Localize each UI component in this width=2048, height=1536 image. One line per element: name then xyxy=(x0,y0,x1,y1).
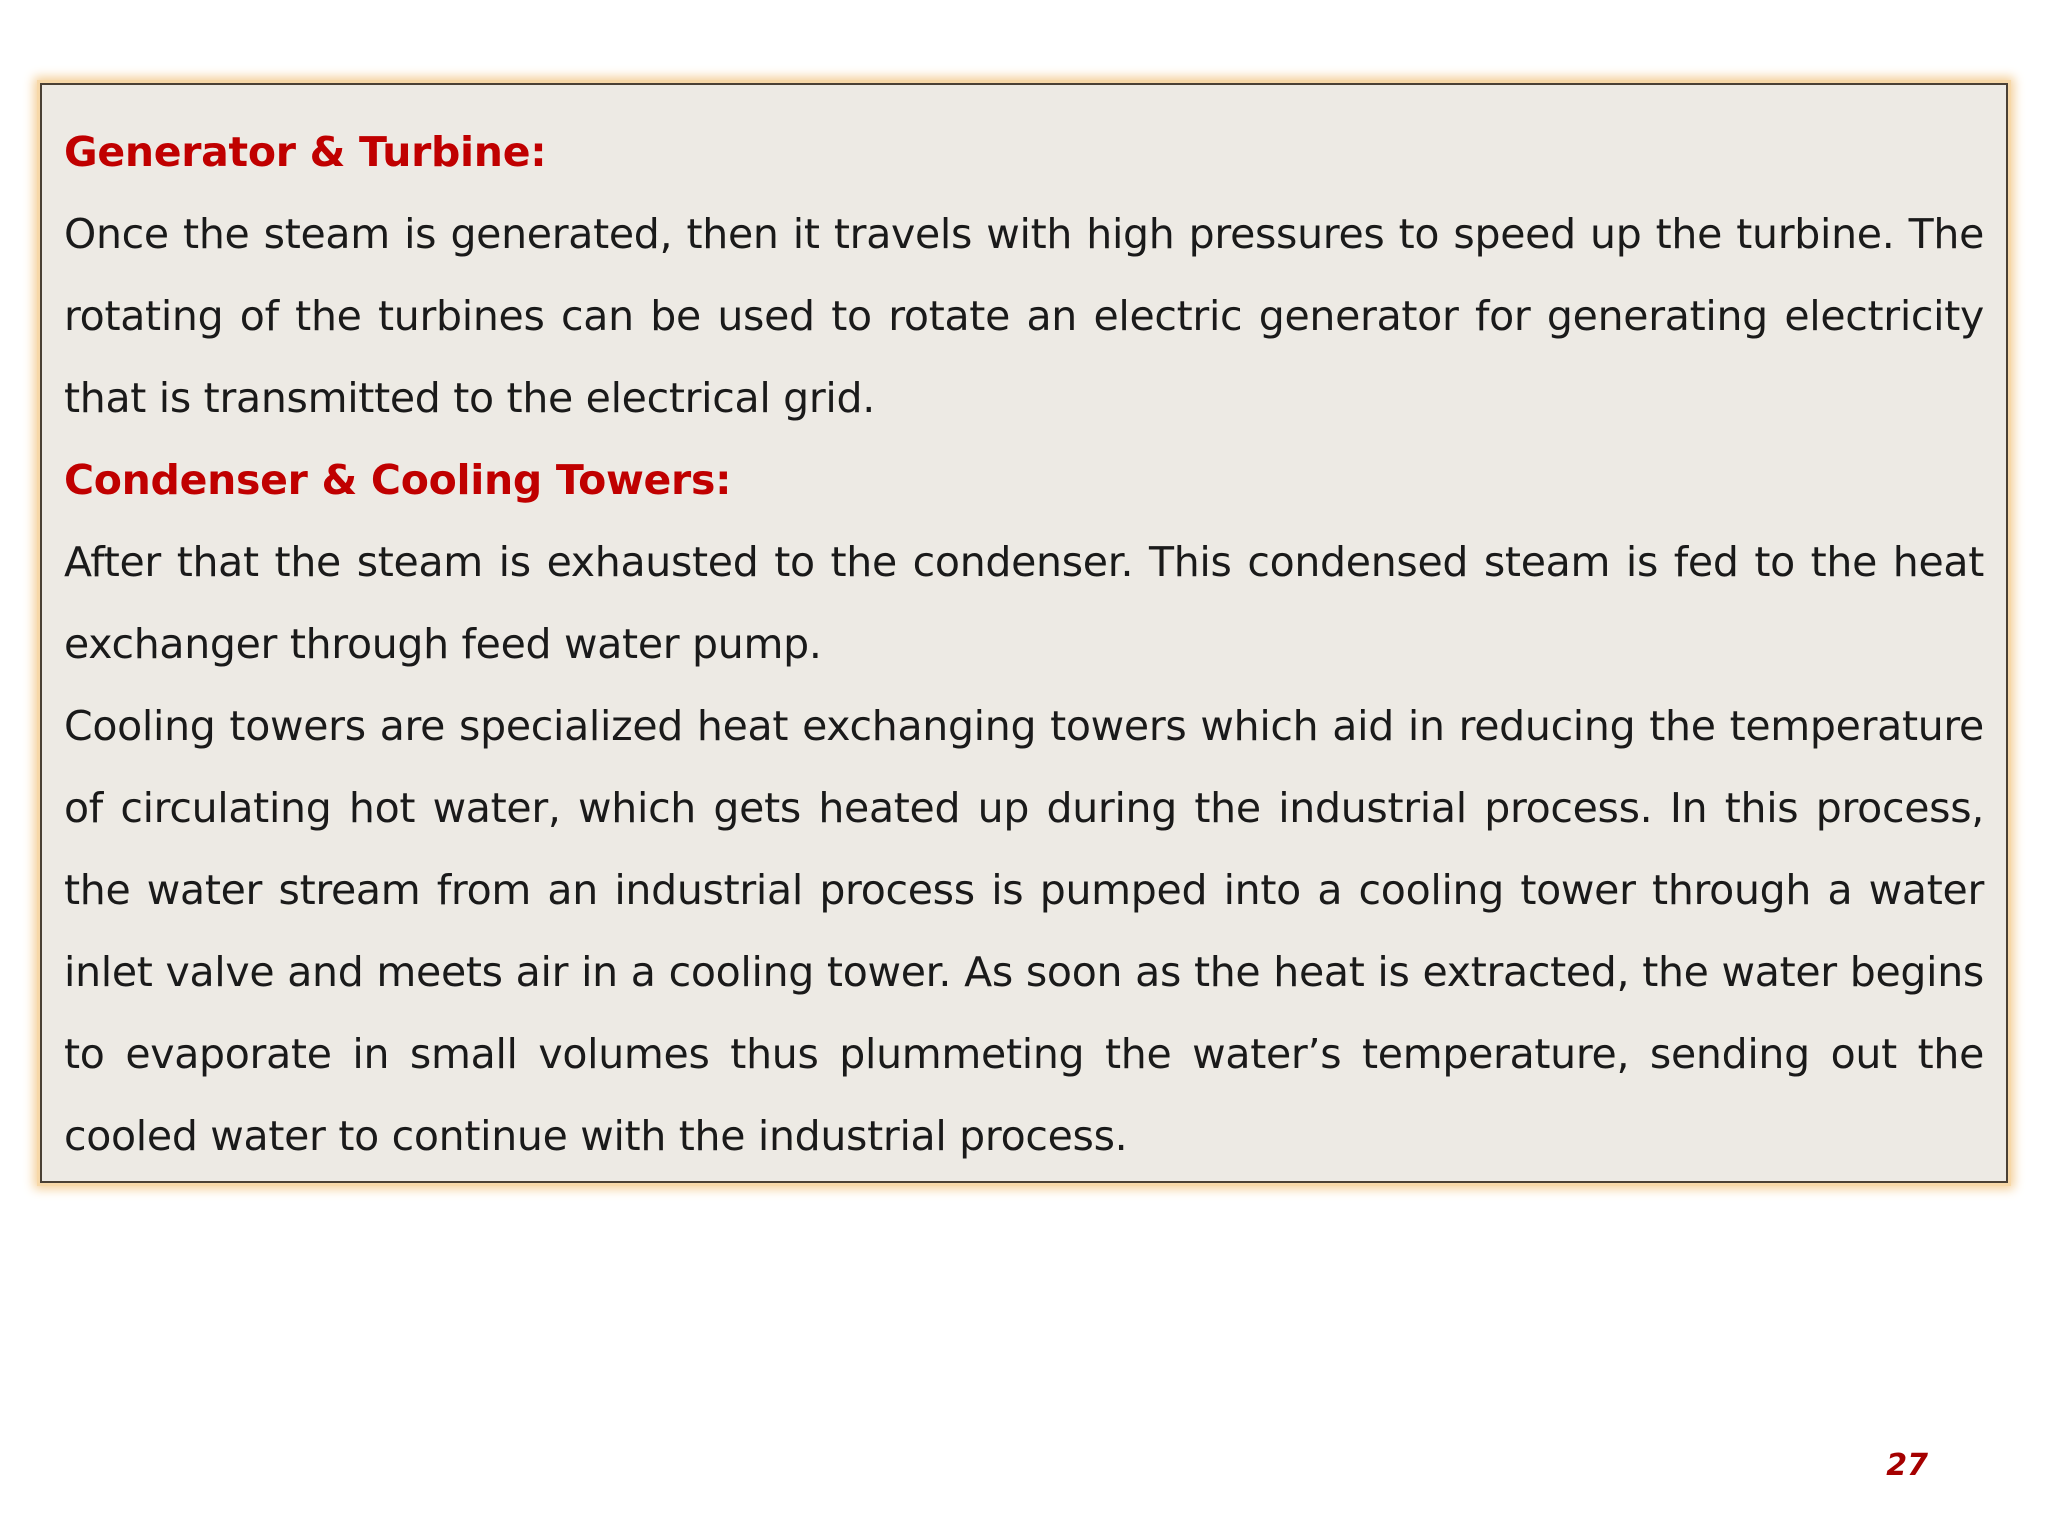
section-paragraph: After that the steam is exhausted to the condenser. This condensed steam is fed to the heat exchanger through feed water pump. xyxy=(64,538,1984,668)
content-box xyxy=(40,83,2008,1183)
section-condenser-cooling-towers xyxy=(64,439,1984,1177)
section-heading: Generator & Turbine: xyxy=(64,128,547,176)
section-heading: Condenser & Cooling Towers: xyxy=(64,456,732,504)
page-number: 27 xyxy=(1886,1448,1928,1483)
section-generator-turbine xyxy=(64,111,1984,439)
section-paragraph: Once the steam is generated, then it travels with high pressures to speed up the turbine. The rotating of the turbines can be used to rotate an electric generator for generating electricity that is transmitted to the electrical grid. xyxy=(64,210,1984,422)
section-paragraph: Cooling towers are specialized heat exchanging towers which aid in reducing the temperature of circulating hot water, which gets heated up during the industrial process. In this process, the water stream from an industrial process is pumped into a cooling tower through a water inlet valve and meets air in a cooling tower. As soon as the heat is extracted, the water begins to evaporate in small volumes thus plummeting the water’s temperature, sending out the cooled water to continue with the industrial process. xyxy=(64,702,1984,1160)
